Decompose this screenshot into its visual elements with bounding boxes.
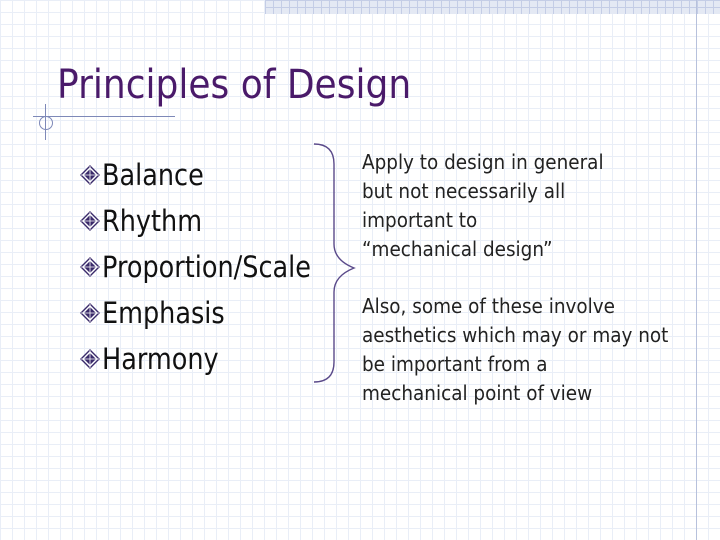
crosshair-ring-icon: [39, 116, 53, 130]
list-item: [80, 336, 339, 382]
note-line: aesthetics which may or may not: [362, 323, 669, 347]
list-item: [80, 244, 339, 290]
bullet-text: Emphasis: [102, 296, 225, 330]
list-item: [80, 198, 339, 244]
diamond-bullet-icon: [80, 165, 100, 185]
note-line: be important from a: [362, 352, 548, 376]
bullet-list: [80, 152, 339, 382]
right-guide-line: [696, 0, 697, 540]
diamond-bullet-icon: [80, 349, 100, 369]
list-item: [80, 290, 339, 336]
diamond-bullet-icon: [80, 303, 100, 323]
bullet-text: Balance: [102, 158, 204, 192]
slide-title: Principles of Design: [57, 62, 412, 108]
note-general: [362, 148, 604, 264]
note-line: “mechanical design”: [362, 237, 553, 261]
diamond-bullet-icon: [80, 211, 100, 231]
diamond-bullet-icon: [80, 257, 100, 277]
note-line: Also, some of these involve: [362, 294, 615, 318]
bullet-text: Proportion/Scale: [102, 250, 311, 284]
header-pattern-bar: [265, 0, 720, 14]
note-aesthetics: [362, 292, 668, 408]
note-line: mechanical point of view: [362, 381, 593, 405]
note-line: important to: [362, 208, 478, 232]
note-line: Apply to design in general: [362, 150, 604, 174]
note-line: but not necessarily all: [362, 179, 566, 203]
bullet-text: Rhythm: [102, 204, 203, 238]
title-underline: [33, 116, 175, 117]
list-item: [80, 152, 339, 198]
right-brace-icon: [310, 140, 360, 390]
bullet-text: Harmony: [102, 342, 219, 376]
